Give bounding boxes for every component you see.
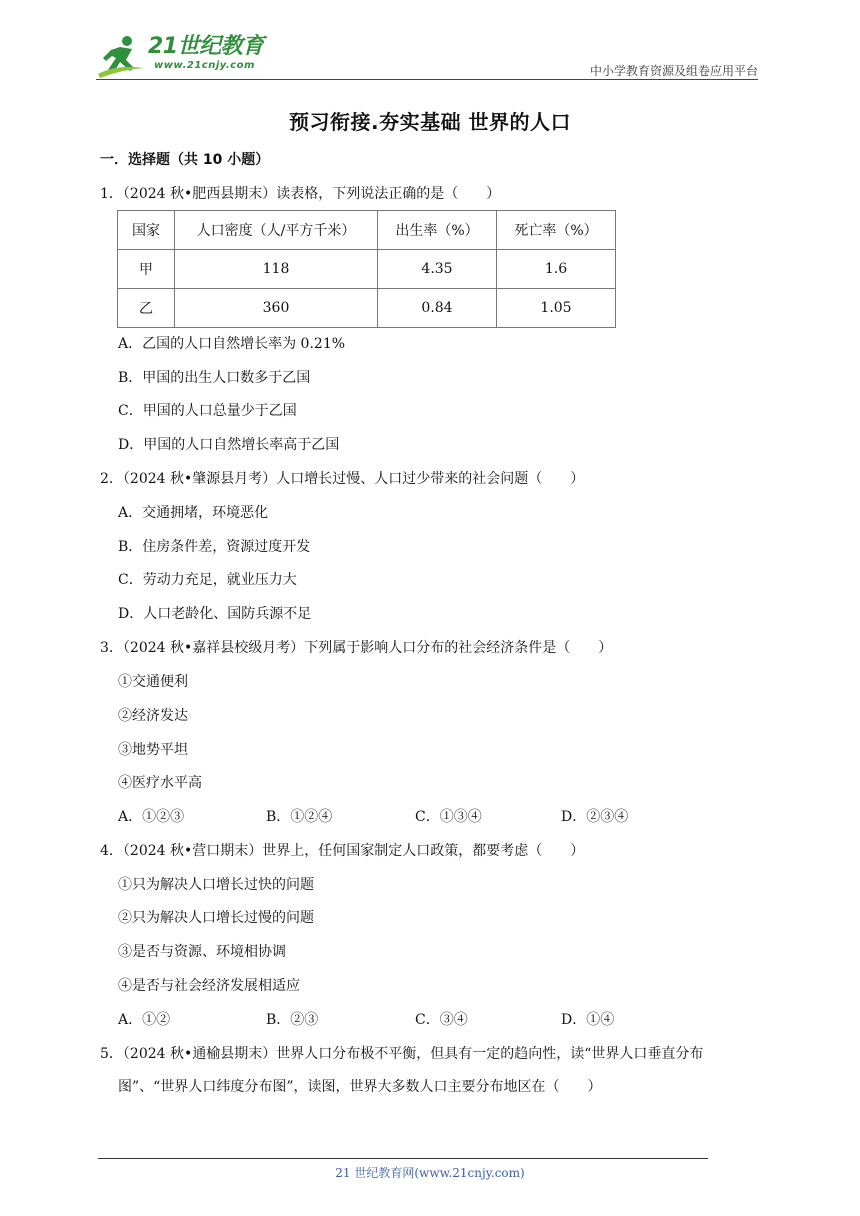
question-1-table <box>117 210 616 328</box>
table-row <box>118 250 616 289</box>
table-cell: 118 <box>175 250 378 289</box>
question-3-item-2: ②经济发达 <box>118 708 188 724</box>
question-4-item-4: ④是否与社会经济发展相适应 <box>118 978 300 994</box>
question-1-option-d[interactable]: D．甲国的人口自然增长率高于乙国 <box>118 437 340 453</box>
page-title: 预习衔接.夯实基础 世界的人口 <box>288 110 572 134</box>
question-4-item-1: ①只为解决人口增长过快的问题 <box>118 877 314 893</box>
runner-logo-icon <box>96 34 146 78</box>
question-5-stem-line-1: 5．（2024 秋•通榆县期末）世界人口分布极不平衡，但具有一定的趋向性，读“世界人口垂直分布 <box>100 1046 704 1062</box>
table-cell: 乙 <box>118 289 175 328</box>
logo-url: www.21cnjy.com <box>154 60 255 71</box>
question-4-choice-d[interactable]: D．①④ <box>561 1012 615 1028</box>
question-3-choice-b[interactable]: B．①②④ <box>266 809 333 825</box>
question-4-item-3: ③是否与资源、环境相协调 <box>118 944 286 960</box>
table-row <box>118 289 616 328</box>
question-3-item-4: ④医疗水平高 <box>118 775 202 791</box>
question-3-item-3: ③地势平坦 <box>118 742 188 758</box>
question-2-option-b[interactable]: B．住房条件差，资源过度开发 <box>118 539 311 555</box>
question-4-choice-b[interactable]: B．②③ <box>266 1012 319 1028</box>
site-logo[interactable] <box>96 34 264 78</box>
question-3-choice-d[interactable]: D．②③④ <box>561 809 629 825</box>
question-3-choice-c[interactable]: C．①③④ <box>415 809 482 825</box>
question-2-option-a[interactable]: A．交通拥堵，环境恶化 <box>118 505 269 521</box>
table-header-cell: 死亡率（%） <box>497 211 616 250</box>
footer-link[interactable]: 21 世纪教育网(www.21cnjy.com) <box>335 1166 525 1180</box>
table-cell: 360 <box>175 289 378 328</box>
table-header-cell: 出生率（%） <box>378 211 497 250</box>
logo-wordmark: 21世纪教育 <box>148 34 264 59</box>
page-header <box>96 34 758 80</box>
question-4-choice-a[interactable]: A．①② <box>118 1012 171 1028</box>
question-2-option-d[interactable]: D．人口老龄化、国防兵源不足 <box>118 606 312 622</box>
header-divider <box>96 79 758 80</box>
table-cell: 1.05 <box>497 289 616 328</box>
question-3-choice-a[interactable]: A．①②③ <box>118 809 185 825</box>
question-4-choice-c[interactable]: C．③④ <box>415 1012 468 1028</box>
table-header-cell: 人口密度（人/平方千米） <box>175 211 378 250</box>
table-cell: 1.6 <box>497 250 616 289</box>
question-1-option-a[interactable]: A．乙国的人口自然增长率为 0.21% <box>118 336 346 352</box>
question-3-stem: 3．（2024 秋•嘉祥县校级月考）下列属于影响人口分布的社会经济条件是（ ） <box>100 640 613 656</box>
question-5-stem-line-2: 图”、“世界人口纬度分布图”，读图，世界大多数人口主要分布地区在（ ） <box>118 1079 602 1095</box>
table-cell: 4.35 <box>378 250 497 289</box>
table-header-row <box>118 211 616 250</box>
question-1-option-c[interactable]: C．甲国的人口总量少于乙国 <box>118 403 297 419</box>
question-4-stem: 4．（2024 秋•营口期末）世界上，任何国家制定人口政策，都要考虑（ ） <box>100 843 585 859</box>
question-4-item-2: ②只为解决人口增长过慢的问题 <box>118 910 314 926</box>
question-2-stem: 2．（2024 秋•肇源县月考）人口增长过慢、人口过少带来的社会问题（ ） <box>100 471 585 487</box>
question-3-item-1: ①交通便利 <box>118 674 188 690</box>
table-header-cell: 国家 <box>118 211 175 250</box>
table-cell: 甲 <box>118 250 175 289</box>
question-1-stem: 1．（2024 秋•肥西县期末）读表格，下列说法正确的是（ ） <box>100 186 501 202</box>
section-heading: 一．选择题（共 10 小题） <box>100 152 270 168</box>
question-1-option-b[interactable]: B．甲国的出生人口数多于乙国 <box>118 370 311 386</box>
platform-tagline: 中小学教育资源及组卷应用平台 <box>589 64 758 78</box>
question-2-option-c[interactable]: C．劳动力充足，就业压力大 <box>118 572 297 588</box>
footer-divider <box>98 1158 708 1159</box>
table-cell: 0.84 <box>378 289 497 328</box>
